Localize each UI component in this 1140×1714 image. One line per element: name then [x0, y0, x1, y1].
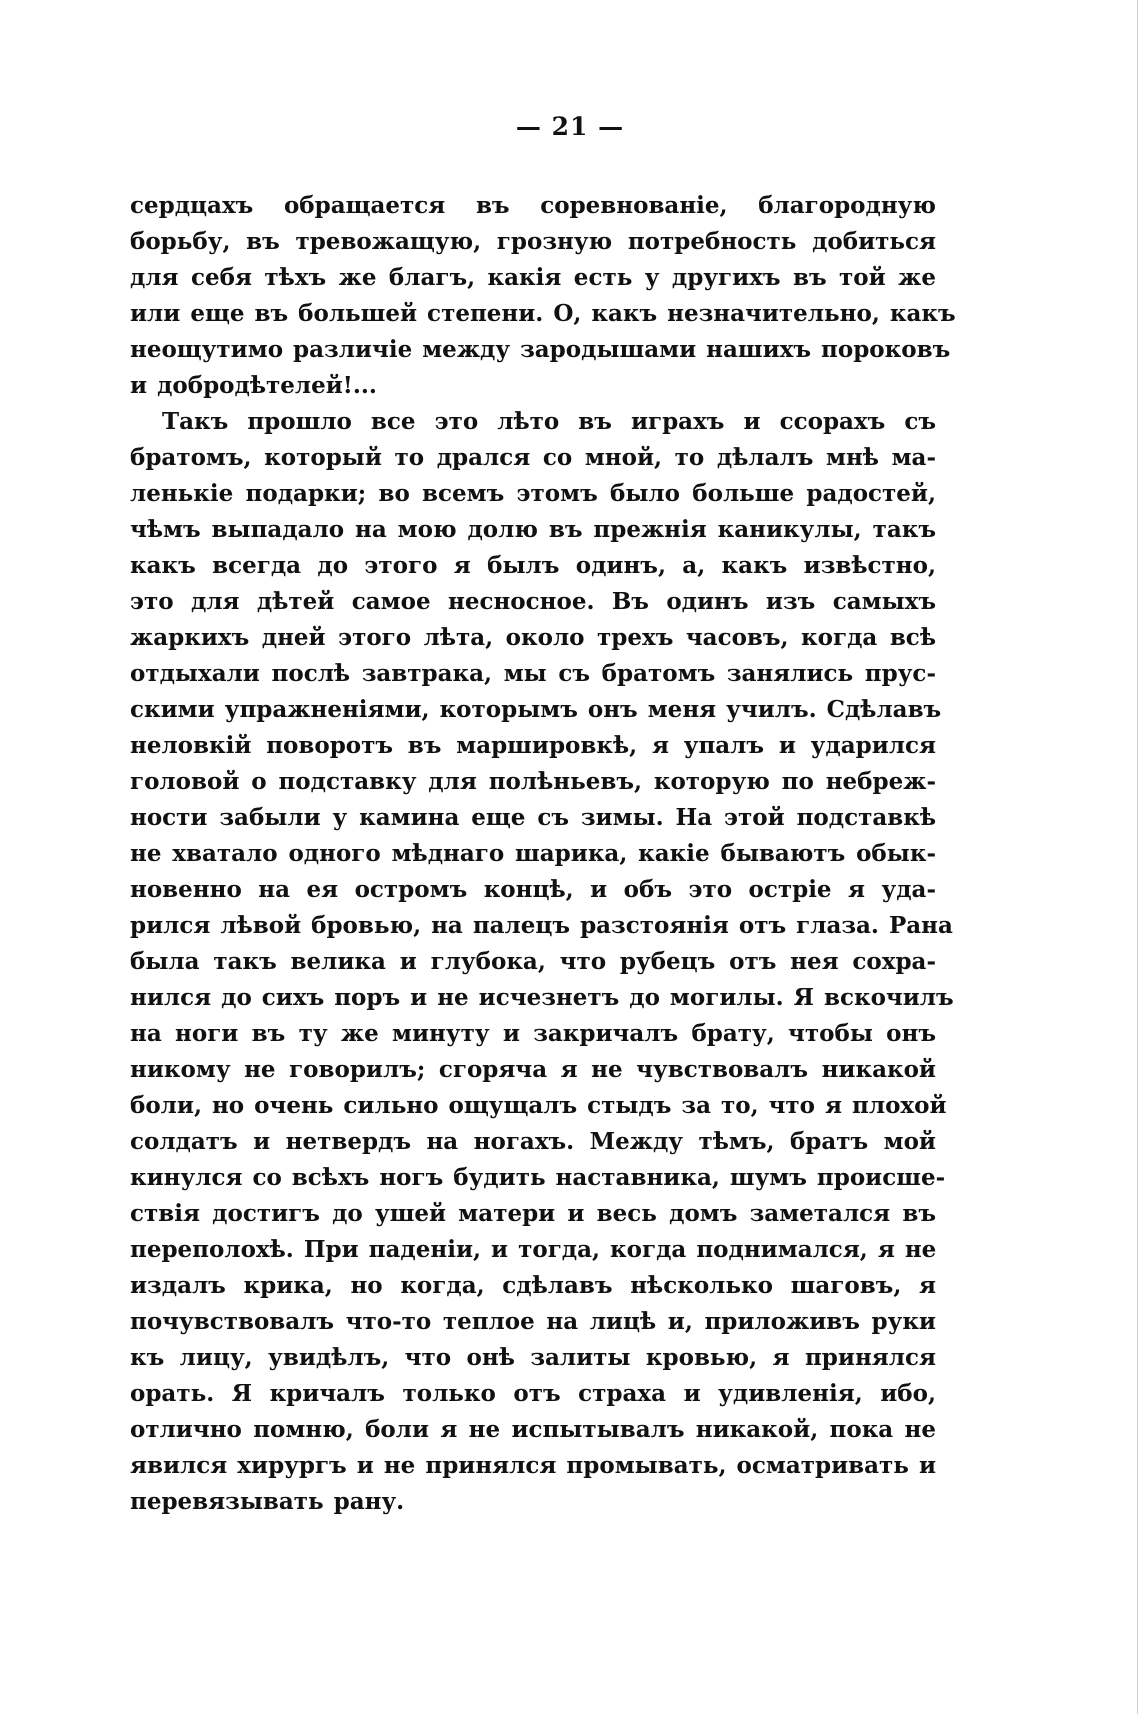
text-line: ствія достигъ до ушей матери и весь домъ заметался въ: [130, 1200, 936, 1227]
text-line: солдатъ и нетвердъ на ногахъ. Между тѣмъ, братъ мой: [130, 1128, 936, 1155]
text-line: для себя тѣхъ же благъ, какія есть у другихъ въ той же: [130, 264, 936, 291]
text-line: была такъ велика и глубока, что рубецъ отъ нея сохра-: [130, 948, 936, 975]
text-line: новенно на ея остромъ концѣ, и объ это остріе я уда-: [130, 876, 936, 903]
text-line: на ноги въ ту же минуту и закричалъ брату, чтобы онъ: [130, 1020, 936, 1047]
text-line: скими упражненіями, которымъ онъ меня училъ. Сдѣлавъ: [130, 696, 942, 723]
text-line: Такъ прошло все это лѣто въ играхъ и ссорахъ съ: [162, 408, 936, 435]
text-line: никому не говорилъ; сгоряча я не чувствовалъ никакой: [130, 1056, 936, 1083]
text-line: отдыхали послѣ завтрака, мы съ братомъ занялись прус-: [130, 660, 936, 687]
text-line: издалъ крика, но когда, сдѣлавъ нѣсколько шаговъ, я: [130, 1272, 936, 1299]
text-line: сердцахъ обращается въ соревнованіе, благородную: [130, 192, 936, 219]
paragraph-1: [130, 188, 956, 404]
text-line: неощутимо различіе между зародышами нашихъ пороковъ: [130, 336, 951, 363]
text-line: рился лѣвой бровью, на палецъ разстоянія отъ глаза. Рана: [130, 912, 953, 939]
text-line: ленькіе подарки; во всемъ этомъ было больше радостей,: [130, 480, 936, 507]
text-line: братомъ, который то дрался со мной, то дѣлалъ мнѣ ма-: [130, 444, 936, 471]
text-line: и добродѣтелей!...: [130, 372, 377, 399]
text-line: орать. Я кричалъ только отъ страха и удивленія, ибо,: [130, 1380, 936, 1407]
text-line: явился хирургъ и не принялся промывать, осматривать и: [130, 1452, 936, 1479]
text-line: борьбу, въ тревожащую, грозную потребность добиться: [130, 228, 936, 255]
text-line: кинулся со всѣхъ ногъ будить наставника, шумъ происше-: [130, 1164, 946, 1191]
text-line: какъ всегда до этого я былъ одинъ, а, какъ извѣстно,: [130, 552, 936, 579]
text-line: перевязывать рану.: [130, 1488, 405, 1515]
text-line: почувствовалъ что-то теплое на лицѣ и, приложивъ руки: [130, 1308, 936, 1335]
body-text: [130, 188, 956, 1520]
text-line: ности забыли у камина еще съ зимы. На этой подставкѣ: [130, 804, 936, 831]
text-line: нился до сихъ поръ и не исчезнетъ до могилы. Я вскочилъ: [130, 984, 954, 1011]
text-line: головой о подставку для полѣньевъ, которую по небреж-: [130, 768, 936, 795]
text-line: не хватало одного мѣднаго шарика, какіе бываютъ обык-: [130, 840, 936, 867]
text-line: переполохѣ. При паденіи, и тогда, когда поднимался, я не: [130, 1236, 937, 1263]
text-line: чѣмъ выпадало на мою долю въ прежнія каникулы, такъ: [130, 516, 936, 543]
text-line: или еще въ большей степени. О, какъ незначительно, какъ: [130, 300, 956, 327]
text-line: къ лицу, увидѣлъ, что онѣ залиты кровью, я принялся: [130, 1344, 936, 1371]
paragraph-2: [130, 404, 954, 1520]
page-edge-divider: [1137, 0, 1138, 1714]
text-line: неловкій поворотъ въ маршировкѣ, я упалъ и ударился: [130, 732, 936, 759]
text-line: отлично помню, боли я не испытывалъ никакой, пока не: [130, 1416, 936, 1443]
text-line: это для дѣтей самое несносное. Въ одинъ изъ самыхъ: [130, 588, 936, 615]
text-line: боли, но очень сильно ощущалъ стыдъ за то, что я плохой: [130, 1092, 947, 1119]
text-line: жаркихъ дней этого лѣта, около трехъ часовъ, когда всѣ: [130, 624, 936, 651]
page-number: — 21 —: [515, 112, 625, 141]
